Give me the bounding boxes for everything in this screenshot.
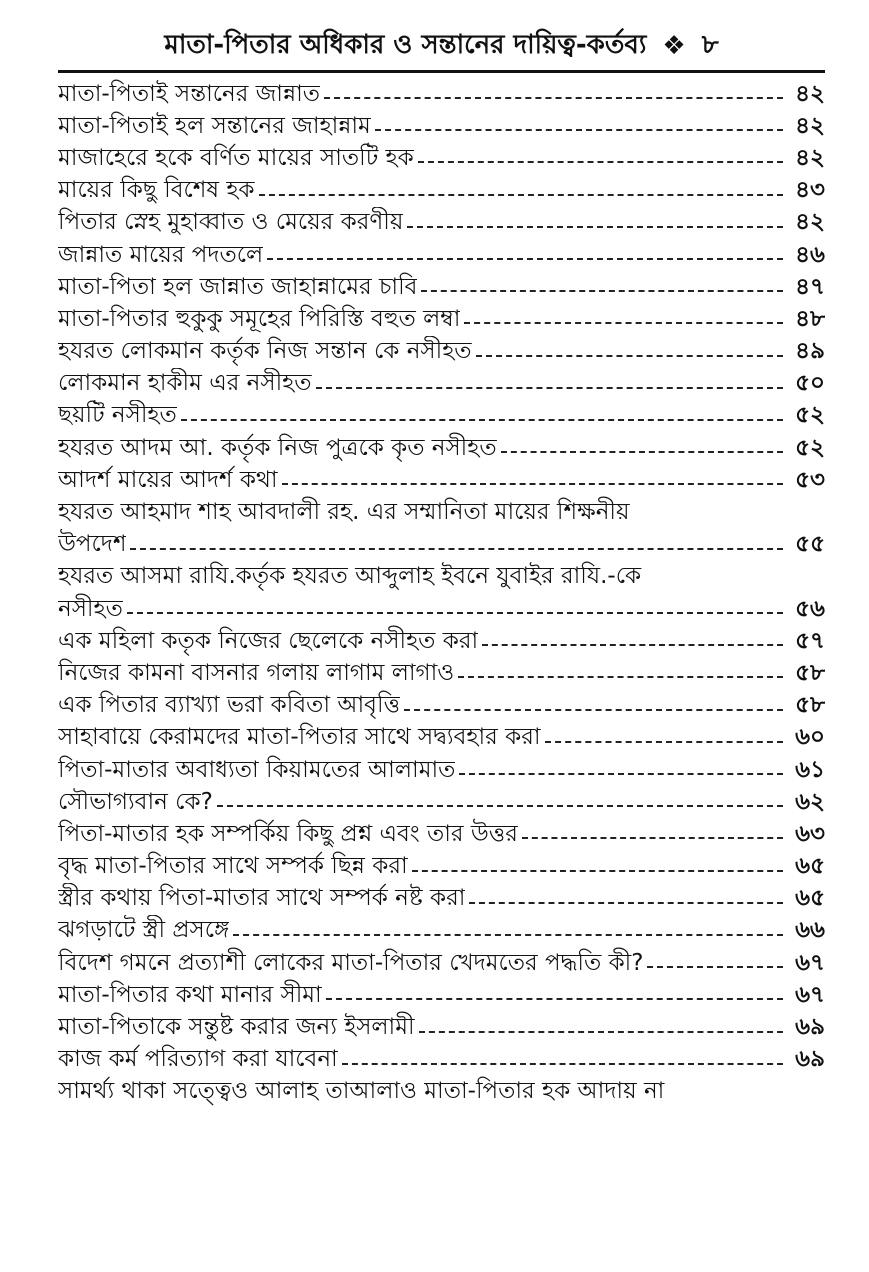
toc-entry-page: ৬৯ <box>795 1046 825 1073</box>
toc-entry-title: লোকমান হাকীম এর নসীহত <box>58 370 312 397</box>
toc-entry-title: নসীহত <box>58 595 123 622</box>
dotted-leader <box>181 419 783 421</box>
toc-entry-page: ৬৫ <box>795 853 825 880</box>
toc-entry <box>58 110 825 142</box>
dotted-leader <box>127 612 783 614</box>
toc-entry-page: ৫৮ <box>795 692 825 719</box>
toc-entry-page: ৪৬ <box>795 241 825 268</box>
dotted-leader <box>282 483 783 485</box>
toc-entry-page: ৬৭ <box>795 949 825 976</box>
header-page-number: ৮ <box>701 30 719 60</box>
dotted-leader <box>418 161 783 163</box>
toc-entry-title: সাহাবায়ে কেরামদের মাতা-পিতার সাথে সদ্ব্যবহার করা <box>58 724 541 751</box>
toc-entry <box>58 336 825 368</box>
toc-entry <box>58 754 825 786</box>
toc-entry-page: ৫২ <box>795 434 825 461</box>
dotted-leader <box>375 129 783 131</box>
toc-entry-title: মাতা-পিতাকে সন্তুষ্ট করার জন্য ইসলামী <box>58 1014 415 1041</box>
dotted-leader <box>464 322 783 324</box>
dotted-leader <box>267 258 783 260</box>
toc-entry-title: মাতা-পিতাই হল সন্তানের জাহান্নাম <box>58 112 371 139</box>
toc-entry-page: ৬৩ <box>795 820 825 847</box>
toc-entry <box>58 1044 825 1076</box>
toc-entry-wrapped-line <box>58 496 825 528</box>
toc-entry <box>58 175 825 207</box>
dotted-leader <box>545 741 783 743</box>
toc-entry-page: ৬০ <box>795 724 825 751</box>
dotted-leader <box>324 97 783 99</box>
dotted-leader <box>233 934 783 936</box>
toc-entry-title: পিতা-মাতার হক সম্পর্কিয় কিছু প্রশ্ন এবং তার উত্তর <box>58 820 518 847</box>
toc-entry <box>58 529 825 561</box>
dotted-leader <box>459 773 783 775</box>
dotted-leader <box>412 870 783 872</box>
running-header-title: মাতা-পিতার অধিকার ও সন্তানের দায়িত্ব-কর্তব্য <box>164 30 647 60</box>
dotted-leader <box>407 226 783 228</box>
toc-entry <box>58 818 825 850</box>
toc-entry-title: সৌভাগ্যবান কে? <box>58 788 213 815</box>
toc-entry-title: কাজ কর্ম পরিত্যাগ করা যাবেনা <box>58 1046 338 1073</box>
dotted-leader <box>326 998 783 1000</box>
toc-entry-page: ৫০ <box>795 370 825 397</box>
toc-entry <box>58 464 825 496</box>
toc-entry <box>58 400 825 432</box>
toc-entry-title-part: হযরত আসমা রাযি.কর্তৃক হযরত আব্দুলাহ ইবনে যুবাইর রাযি.-কে <box>58 563 642 590</box>
dotted-leader <box>342 1063 783 1065</box>
toc-entry-page: ৬৬ <box>795 917 825 944</box>
toc-entry <box>58 657 825 689</box>
toc-entry <box>58 432 825 464</box>
toc-entry-page: ৬১ <box>795 756 825 783</box>
toc-entry-title: মাতা-পিতাই সন্তানের জান্নাত <box>58 80 321 107</box>
toc-entry-title: ছয়টি নসীহত <box>58 402 177 429</box>
toc-entry-page: ৫৭ <box>795 627 825 654</box>
dotted-leader <box>419 1031 783 1033</box>
toc-entry-page: ৪৮ <box>795 305 825 332</box>
toc-entry <box>58 915 825 947</box>
toc-entry-page: ৬৯ <box>795 1014 825 1041</box>
toc-entry <box>58 239 825 271</box>
dotted-leader <box>130 548 783 550</box>
dotted-leader <box>404 709 783 711</box>
toc-entry <box>58 690 825 722</box>
toc-entry <box>58 78 825 110</box>
header-divider <box>58 70 825 73</box>
toc-entry-page: ৬৫ <box>795 885 825 912</box>
toc-entry-title: পিতার স্নেহ মুহাব্বাত ও মেয়ের করণীয় <box>58 209 404 236</box>
toc-entry <box>58 1011 825 1043</box>
toc-entry-page: ৪৯ <box>795 338 825 365</box>
toc-entry <box>58 142 825 174</box>
toc-entry <box>58 207 825 239</box>
toc-entry <box>58 851 825 883</box>
toc-entry <box>58 947 825 979</box>
toc-entry <box>58 625 825 657</box>
toc-entry-page: ৪৩ <box>795 177 825 204</box>
toc-entry-title: পিতা-মাতার অবাধ্যতা কিয়ামতের আলামাত <box>58 756 456 783</box>
running-header <box>58 22 825 70</box>
toc-entry-page: ৫৮ <box>795 659 825 686</box>
toc-entry <box>58 979 825 1011</box>
toc-entry-page: ৪২ <box>795 209 825 236</box>
toc-entry-title: মাতা-পিতার হুকুকু সমূহের পিরিস্তি বহুত লম্বা <box>58 305 461 332</box>
dotted-leader <box>522 837 783 839</box>
toc-entry-title: বিদেশ গমনে প্রত্যাশী লোকের মাতা-পিতার খেদমতের পদ্ধতি কী? <box>58 949 644 976</box>
toc-entry-title: মায়ের কিছু বিশেষ হক <box>58 177 255 204</box>
toc-entry-title: মাজাহেরে হকে বর্ণিত মায়ের সাতটি হক <box>58 144 414 171</box>
table-of-contents <box>58 78 825 1108</box>
dotted-leader <box>316 387 783 389</box>
toc-entry-wrapped-line <box>58 561 825 593</box>
dotted-leader <box>458 676 783 678</box>
toc-entry-page: ৪২ <box>795 144 825 171</box>
dotted-leader <box>647 966 783 968</box>
toc-entry-title: নিজের কামনা বাসনার গলায় লাগাম লাগাও <box>58 659 455 686</box>
dotted-leader <box>421 290 783 292</box>
diamond-separator-icon: ❖ <box>662 31 686 61</box>
toc-entry-page: ৬৭ <box>795 981 825 1008</box>
toc-entry-title: ঝগড়াটে স্ত্রী প্রসঙ্গে <box>58 917 230 944</box>
toc-entry-title: হযরত লোকমান কর্তৃক নিজ সন্তান কে নসীহত <box>58 338 472 365</box>
toc-entry-page: ৫৬ <box>795 595 825 622</box>
toc-entry-title: মাতা-পিতা হল জান্নাত জাহান্নামের চাবি <box>58 273 418 300</box>
toc-entry <box>58 593 825 625</box>
toc-entry-title: জান্নাত মায়ের পদতলে <box>58 241 264 268</box>
toc-entry <box>58 722 825 754</box>
toc-entry-title: হযরত আদম আ. কর্তৃক নিজ পুত্রকে কৃত নসীহত <box>58 434 497 461</box>
toc-entry-title: বৃদ্ধ মাতা-পিতার সাথে সম্পর্ক ছিন্ন করা <box>58 853 408 880</box>
toc-entry-page: ৫২ <box>795 402 825 429</box>
dotted-leader <box>501 451 783 453</box>
dotted-leader <box>482 644 783 646</box>
toc-entry-wrapped-line <box>58 1076 825 1108</box>
toc-entry-title: এক পিতার ব্যাখ্যা ভরা কবিতা আবৃত্তি <box>58 692 401 719</box>
dotted-leader <box>259 194 783 196</box>
toc-entry-page: ৬২ <box>795 788 825 815</box>
dotted-leader <box>469 902 783 904</box>
toc-entry <box>58 786 825 818</box>
toc-entry-title: এক মহিলা কতৃক নিজের ছেলেকে নসীহত করা <box>58 627 479 654</box>
toc-entry <box>58 368 825 400</box>
toc-entry-title: আদর্শ মায়ের আদর্শ কথা <box>58 466 278 493</box>
toc-entry-title: উপদেশ <box>58 531 127 558</box>
toc-entry <box>58 271 825 303</box>
toc-entry-title-part: হযরত আহমাদ শাহ আবদালী রহ. এর সম্মানিতা মায়ের শিক্ষনীয় <box>58 499 630 526</box>
dotted-leader <box>476 355 783 357</box>
toc-entry-title: মাতা-পিতার কথা মানার সীমা <box>58 981 322 1008</box>
toc-entry-title-part: সামর্থ্য থাকা সত্ত্বেও আলাহ তাআলাও মাতা-পিতার হক আদায় না <box>58 1078 665 1105</box>
toc-entry-page: ৪২ <box>795 112 825 139</box>
toc-entry <box>58 883 825 915</box>
dotted-leader <box>217 805 783 807</box>
toc-entry-page: ৫৫ <box>795 531 825 558</box>
toc-entry-page: ৪৭ <box>795 273 825 300</box>
toc-entry-page: ৫৩ <box>795 466 825 493</box>
toc-entry-page: ৪২ <box>795 80 825 107</box>
toc-entry <box>58 303 825 335</box>
toc-entry-title: স্ত্রীর কথায় পিতা-মাতার সাথে সম্পর্ক নষ্ট করা <box>58 885 466 912</box>
